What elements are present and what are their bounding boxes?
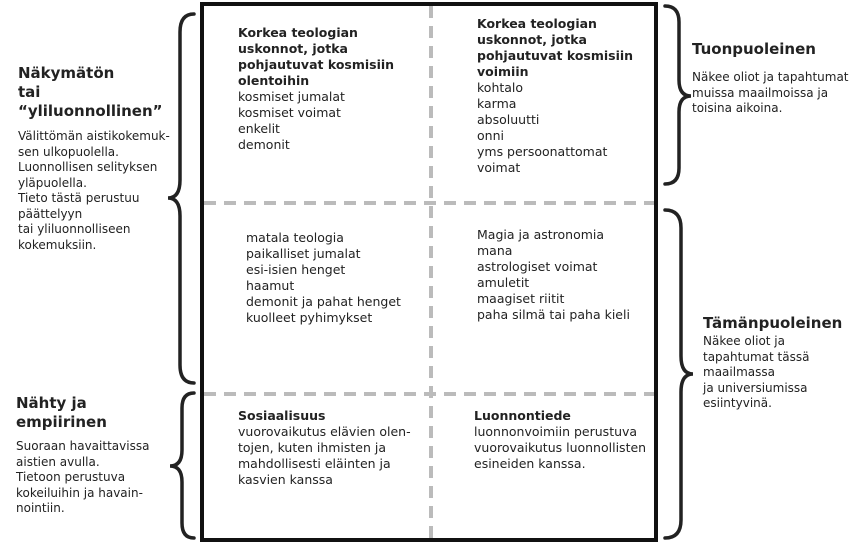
label-otherworldly-title: Tuonpuoleinen: [692, 40, 816, 58]
label-otherworldly-description: Näkee oliot ja tapahtumat muissa maailmoissa ja toisina aikoina.: [692, 70, 849, 115]
label-invisible: [18, 64, 178, 253]
cell-bottom-right-title: Luonnontiede: [474, 408, 571, 423]
label-thisworldly: [703, 314, 853, 412]
cell-top-left-items: kosmiset jumalat kosmiset voimat enkelit demonit: [238, 89, 345, 152]
cell-bottom-left-title: Sosiaalisuus: [238, 408, 326, 423]
cell-bottom-left: [238, 408, 426, 488]
label-invisible-title: Näkymätön tai “yliluonnollinen”: [18, 64, 163, 120]
cell-middle-right-items: Magia ja astronomia mana astrologiset voimat amuletit maagiset riitit paha silmä tai paha kieli: [477, 227, 630, 322]
label-thisworldly-description: Näkee oliot ja tapahtumat tässä maailmassa ja universiumissa esiintyvinä.: [703, 334, 810, 410]
cell-bottom-right-items: luonnonvoimiin perustuva vuorovaikutus luonnollisten esineiden kanssa.: [474, 424, 647, 471]
cell-top-right-items: kohtalo karma absoluutti onni yms persoonattomat voimat: [477, 80, 608, 175]
right-bracket-thisworldly: [665, 210, 693, 538]
cell-top-left: [238, 25, 423, 153]
label-empirical-title: Nähty ja empiirinen: [16, 394, 107, 431]
label-thisworldly-title: Tämänpuoleinen: [703, 314, 843, 332]
cell-middle-left: [246, 230, 426, 326]
cell-bottom-left-items: vuorovaikutus elävien olen- tojen, kuten ihmisten ja mahdollisesti eläinten ja kasvien kanssa: [238, 424, 411, 487]
cell-top-right: [477, 16, 652, 176]
right-bracket-otherworldly: [665, 6, 691, 184]
cell-middle-left-items: matala teologia paikalliset jumalat esi-isien henget haamut demonit ja pahat henget kuolleet pyhimykset: [246, 230, 401, 325]
cell-middle-right: [477, 227, 652, 323]
label-empirical: [16, 394, 176, 517]
label-invisible-description: Välittömän aistikokemuk- sen ulkopuolella. Luonnollisen selityksen yläpuolella. Tieto tästä perustuu päättelyyn tai yliluonnolliseen kokemuksiin.: [18, 129, 170, 252]
cell-bottom-right: [474, 408, 652, 472]
cell-top-right-title: Korkea teologian uskonnot, jotka pohjautuvat kosmisiin voimiin: [477, 16, 634, 79]
label-otherworldly: [692, 40, 854, 117]
label-empirical-description: Suoraan havaittavissa aistien avulla. Tietoon perustuva kokeiluihin ja havain- nointiin.: [16, 439, 150, 515]
cell-top-left-title: Korkea teologian uskonnot, jotka pohjautuvat kosmisiin olentoihin: [238, 25, 395, 88]
